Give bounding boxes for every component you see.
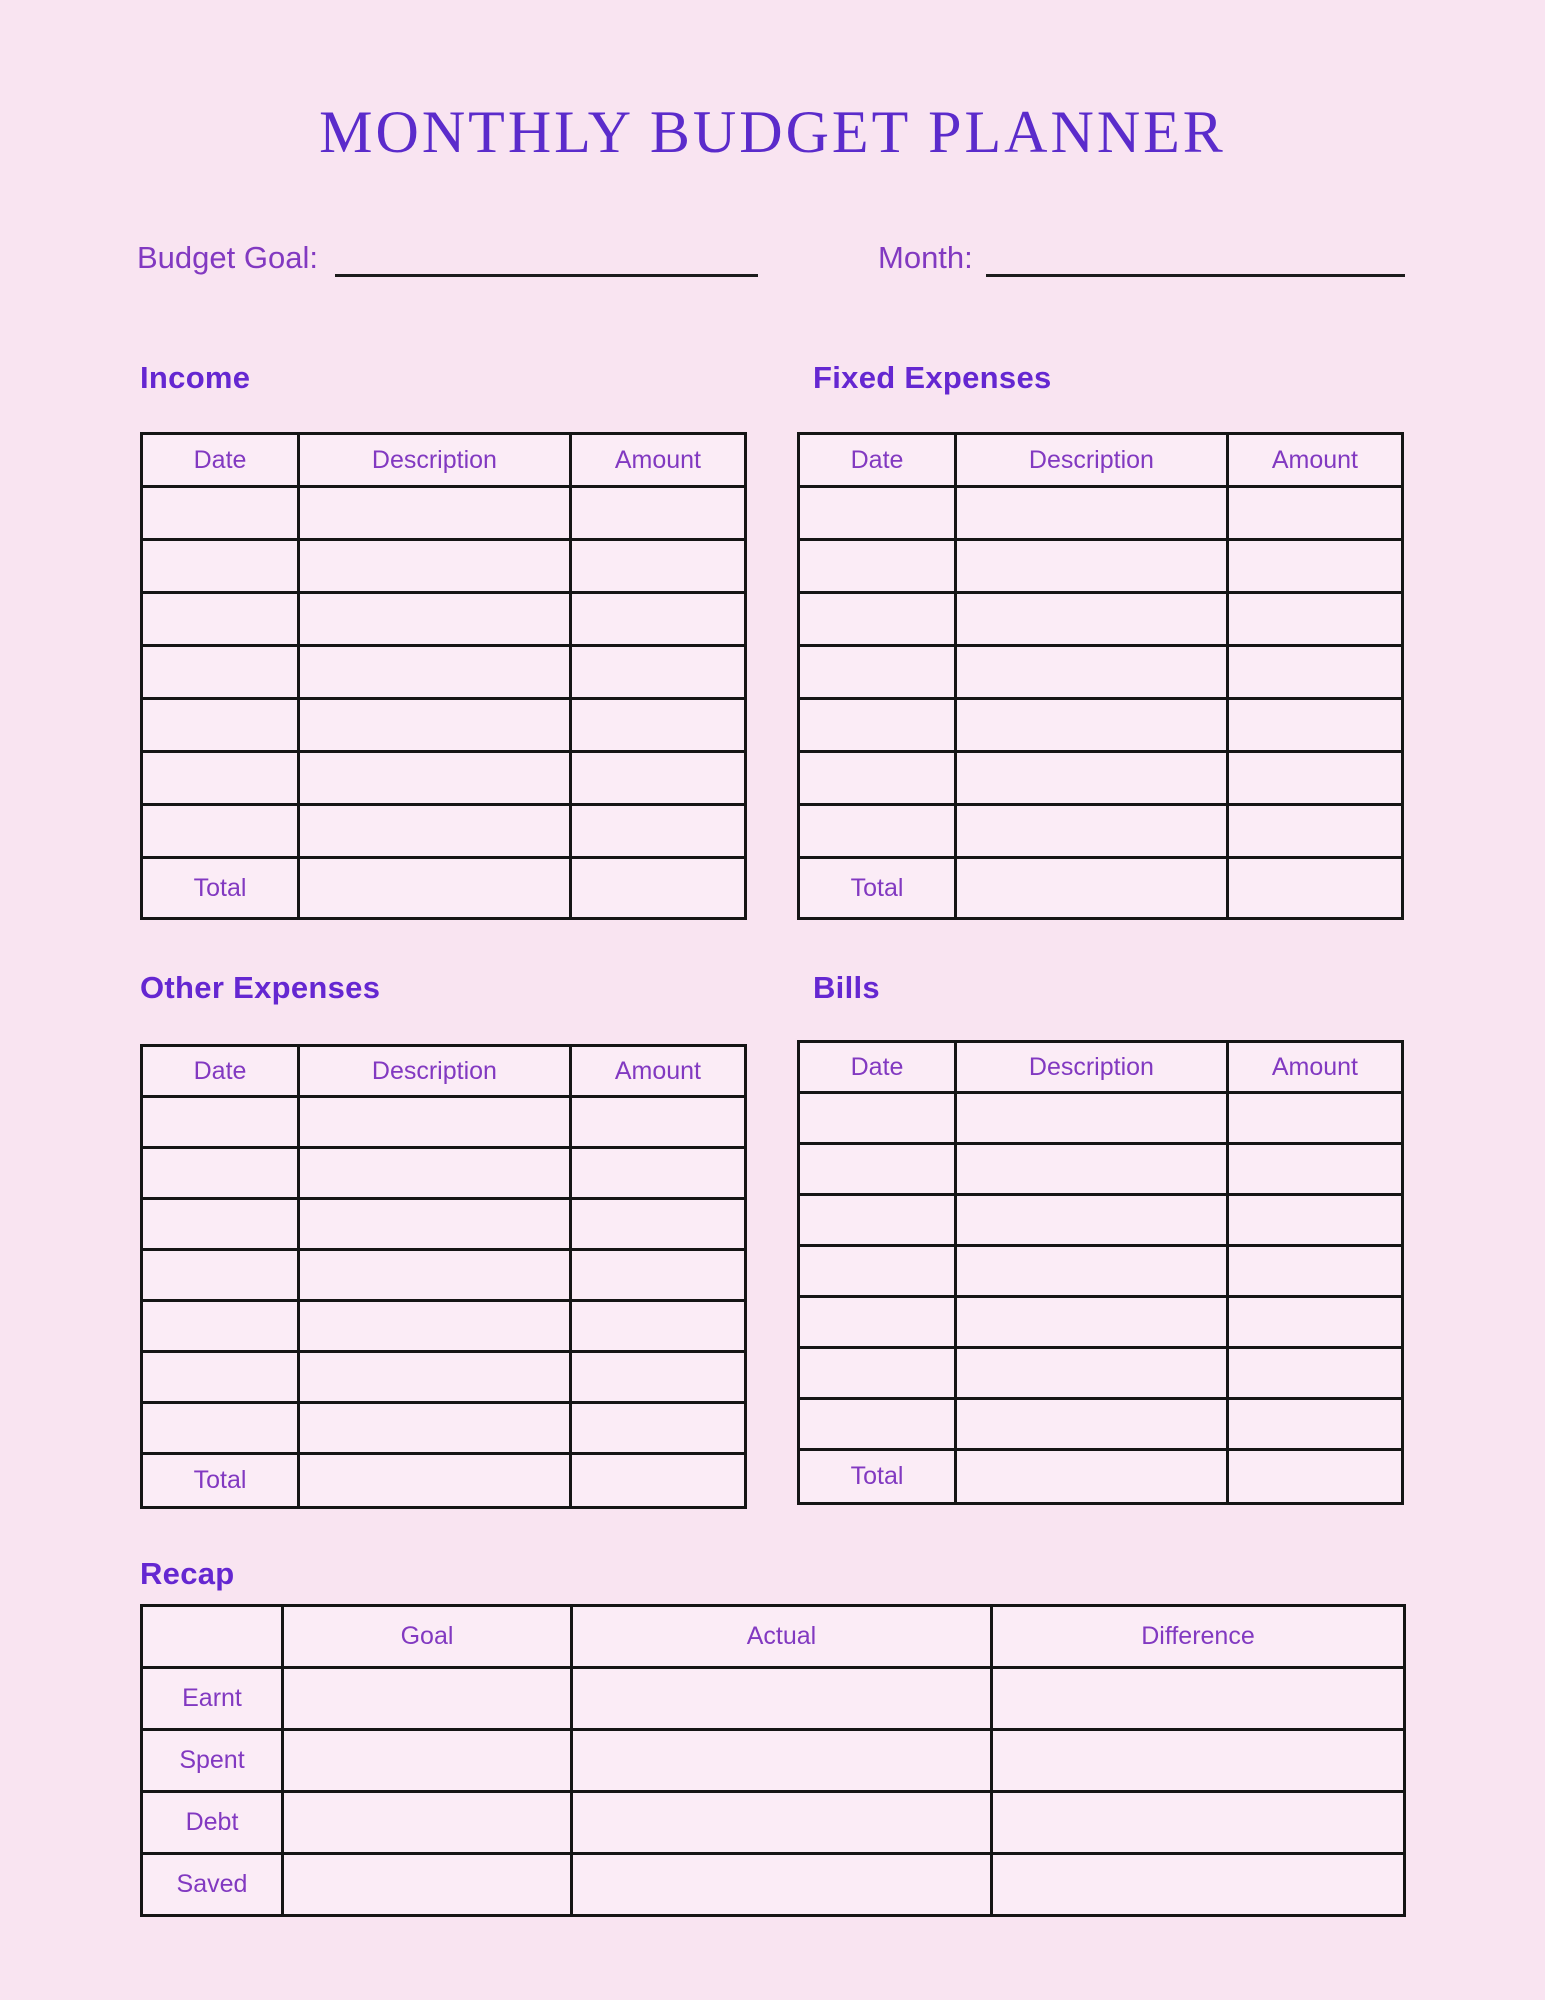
description-cell[interactable]	[956, 1297, 1228, 1348]
description-cell[interactable]	[956, 1093, 1228, 1144]
recap-empty-header	[142, 1606, 283, 1668]
month-label: Month:	[878, 240, 973, 275]
bills-table	[797, 1040, 1404, 1505]
entry-row	[799, 540, 1403, 593]
date-cell[interactable]	[142, 1148, 299, 1199]
date-cell[interactable]	[799, 1195, 956, 1246]
amount-cell[interactable]	[1227, 805, 1402, 858]
entry-row	[799, 1246, 1403, 1297]
entry-row	[142, 1250, 746, 1301]
description-cell[interactable]	[299, 540, 571, 593]
description-cell[interactable]	[299, 752, 571, 805]
date-column-header: Date	[142, 434, 299, 487]
amount-cell[interactable]	[570, 540, 745, 593]
header-row	[142, 1046, 746, 1097]
actual-cell[interactable]	[572, 1854, 992, 1916]
description-cell[interactable]	[956, 487, 1228, 540]
amount-column-header: Amount	[1227, 1042, 1402, 1093]
budget-goal-input[interactable]	[335, 243, 758, 277]
total-amount-cell[interactable]	[570, 1454, 745, 1508]
amount-cell[interactable]	[1227, 699, 1402, 752]
description-cell[interactable]	[956, 805, 1228, 858]
amount-cell[interactable]	[570, 1097, 745, 1148]
recap-row-spent	[142, 1730, 1405, 1792]
recap-row-label: Debt	[142, 1792, 283, 1854]
recap-row-earnt	[142, 1668, 1405, 1730]
date-cell[interactable]	[142, 646, 299, 699]
amount-cell[interactable]	[1227, 1246, 1402, 1297]
total-row	[799, 1450, 1403, 1504]
month-input[interactable]	[986, 243, 1405, 277]
amount-cell[interactable]	[1227, 540, 1402, 593]
entry-row	[142, 487, 746, 540]
amount-cell[interactable]	[1227, 1195, 1402, 1246]
amount-cell[interactable]	[1227, 1399, 1402, 1450]
description-cell[interactable]	[956, 540, 1228, 593]
recap-row-label: Spent	[142, 1730, 283, 1792]
amount-cell[interactable]	[570, 699, 745, 752]
date-cell[interactable]	[799, 646, 956, 699]
amount-column-header: Amount	[570, 1046, 745, 1097]
goal-cell[interactable]	[283, 1854, 572, 1916]
fixed-expenses-section-title: Fixed Expenses	[813, 360, 1052, 395]
header-row	[799, 434, 1403, 487]
entry-row	[142, 699, 746, 752]
date-cell[interactable]	[799, 1246, 956, 1297]
description-cell[interactable]	[299, 1148, 571, 1199]
recap-row-saved	[142, 1854, 1405, 1916]
description-cell[interactable]	[299, 805, 571, 858]
description-column-header: Description	[299, 1046, 571, 1097]
description-cell[interactable]	[956, 1144, 1228, 1195]
date-column-header: Date	[142, 1046, 299, 1097]
recap-table	[140, 1604, 1406, 1917]
page-title: MONTHLY BUDGET PLANNER	[319, 99, 1226, 165]
difference-cell[interactable]	[992, 1792, 1405, 1854]
income-section-title: Income	[140, 360, 251, 395]
entry-row	[799, 752, 1403, 805]
amount-cell[interactable]	[1227, 1297, 1402, 1348]
actual-cell[interactable]	[572, 1668, 992, 1730]
amount-column-header: Amount	[1227, 434, 1402, 487]
date-column-header: Date	[799, 1042, 956, 1093]
recap-row-debt	[142, 1792, 1405, 1854]
date-cell[interactable]	[799, 593, 956, 646]
other-expenses-section-title: Other Expenses	[140, 970, 381, 1005]
total-label: Total	[799, 858, 956, 919]
recap-section-title: Recap	[140, 1556, 235, 1591]
total-description-cell[interactable]	[299, 858, 571, 919]
entry-row	[799, 699, 1403, 752]
actual-cell[interactable]	[572, 1730, 992, 1792]
total-label: Total	[142, 858, 299, 919]
goal-cell[interactable]	[283, 1730, 572, 1792]
total-row	[142, 1454, 746, 1508]
total-description-cell[interactable]	[956, 1450, 1228, 1504]
recap-row-label: Saved	[142, 1854, 283, 1916]
date-cell[interactable]	[799, 1144, 956, 1195]
description-cell[interactable]	[299, 1301, 571, 1352]
amount-cell[interactable]	[570, 1148, 745, 1199]
amount-cell[interactable]	[1227, 1093, 1402, 1144]
fixed-expenses-table	[797, 432, 1404, 920]
entry-row	[799, 646, 1403, 699]
bills-section-title: Bills	[813, 970, 880, 1005]
entry-row	[142, 646, 746, 699]
difference-column-header: Difference	[992, 1606, 1405, 1668]
description-cell[interactable]	[956, 593, 1228, 646]
entry-row	[799, 1297, 1403, 1348]
description-column-header: Description	[956, 434, 1228, 487]
description-column-header: Description	[956, 1042, 1228, 1093]
description-cell[interactable]	[299, 1403, 571, 1454]
recap-row-label: Earnt	[142, 1668, 283, 1730]
date-cell[interactable]	[142, 593, 299, 646]
date-cell[interactable]	[799, 1348, 956, 1399]
date-cell[interactable]	[142, 699, 299, 752]
description-cell[interactable]	[299, 1199, 571, 1250]
entry-row	[799, 1399, 1403, 1450]
description-cell[interactable]	[956, 646, 1228, 699]
description-cell[interactable]	[299, 593, 571, 646]
date-cell[interactable]	[142, 752, 299, 805]
entry-row	[142, 1352, 746, 1403]
description-cell[interactable]	[299, 1352, 571, 1403]
date-cell[interactable]	[799, 752, 956, 805]
date-cell[interactable]	[799, 487, 956, 540]
description-cell[interactable]	[956, 1348, 1228, 1399]
amount-cell[interactable]	[1227, 646, 1402, 699]
entry-row	[142, 593, 746, 646]
budget-goal-label: Budget Goal:	[137, 240, 318, 275]
date-cell[interactable]	[142, 1301, 299, 1352]
total-row	[799, 858, 1403, 919]
header-row	[799, 1042, 1403, 1093]
total-label: Total	[142, 1454, 299, 1508]
description-cell[interactable]	[299, 646, 571, 699]
entry-row	[142, 1148, 746, 1199]
amount-cell[interactable]	[1227, 487, 1402, 540]
date-cell[interactable]	[142, 805, 299, 858]
entry-row	[142, 805, 746, 858]
date-cell[interactable]	[799, 1399, 956, 1450]
total-amount-cell[interactable]	[570, 858, 745, 919]
entry-row	[142, 1403, 746, 1454]
date-cell[interactable]	[142, 1097, 299, 1148]
entry-row	[142, 1199, 746, 1250]
amount-cell[interactable]	[570, 1352, 745, 1403]
date-cell[interactable]	[142, 540, 299, 593]
amount-column-header: Amount	[570, 434, 745, 487]
amount-cell[interactable]	[570, 752, 745, 805]
date-cell[interactable]	[142, 1403, 299, 1454]
amount-cell[interactable]	[1227, 1348, 1402, 1399]
amount-cell[interactable]	[570, 1199, 745, 1250]
date-cell[interactable]	[142, 1250, 299, 1301]
entry-row	[799, 487, 1403, 540]
date-cell[interactable]	[142, 1199, 299, 1250]
goal-cell[interactable]	[283, 1792, 572, 1854]
amount-cell[interactable]	[570, 593, 745, 646]
description-column-header: Description	[299, 434, 571, 487]
amount-cell[interactable]	[570, 487, 745, 540]
description-cell[interactable]	[956, 752, 1228, 805]
description-cell[interactable]	[299, 699, 571, 752]
amount-cell[interactable]	[570, 805, 745, 858]
date-cell[interactable]	[142, 487, 299, 540]
date-cell[interactable]	[799, 540, 956, 593]
total-row	[142, 858, 746, 919]
total-description-cell[interactable]	[299, 1454, 571, 1508]
date-column-header: Date	[799, 434, 956, 487]
amount-cell[interactable]	[570, 1250, 745, 1301]
description-cell[interactable]	[956, 1246, 1228, 1297]
amount-cell[interactable]	[570, 1301, 745, 1352]
total-label: Total	[799, 1450, 956, 1504]
amount-cell[interactable]	[1227, 593, 1402, 646]
date-cell[interactable]	[142, 1352, 299, 1403]
income-table	[140, 432, 747, 920]
amount-cell[interactable]	[1227, 1144, 1402, 1195]
other-expenses-table	[140, 1044, 747, 1509]
entry-row	[142, 1301, 746, 1352]
header-row	[142, 434, 746, 487]
entry-row	[799, 1093, 1403, 1144]
entry-row	[142, 752, 746, 805]
amount-cell[interactable]	[570, 1403, 745, 1454]
actual-cell[interactable]	[572, 1792, 992, 1854]
description-cell[interactable]	[956, 1399, 1228, 1450]
difference-cell[interactable]	[992, 1854, 1405, 1916]
difference-cell[interactable]	[992, 1668, 1405, 1730]
goal-cell[interactable]	[283, 1668, 572, 1730]
goal-column-header: Goal	[283, 1606, 572, 1668]
description-cell[interactable]	[299, 487, 571, 540]
entry-row	[799, 593, 1403, 646]
date-cell[interactable]	[799, 805, 956, 858]
date-cell[interactable]	[799, 1093, 956, 1144]
entry-row	[799, 1144, 1403, 1195]
entry-row	[142, 540, 746, 593]
total-description-cell[interactable]	[956, 858, 1228, 919]
entry-row	[799, 1348, 1403, 1399]
entry-row	[799, 805, 1403, 858]
entry-row	[799, 1195, 1403, 1246]
date-cell[interactable]	[799, 1297, 956, 1348]
amount-cell[interactable]	[1227, 752, 1402, 805]
description-cell[interactable]	[299, 1097, 571, 1148]
entry-row	[142, 1097, 746, 1148]
date-cell[interactable]	[799, 699, 956, 752]
difference-cell[interactable]	[992, 1730, 1405, 1792]
description-cell[interactable]	[956, 1195, 1228, 1246]
description-cell[interactable]	[299, 1250, 571, 1301]
total-amount-cell[interactable]	[1227, 1450, 1402, 1504]
amount-cell[interactable]	[570, 646, 745, 699]
actual-column-header: Actual	[572, 1606, 992, 1668]
recap-header-row	[142, 1606, 1405, 1668]
total-amount-cell[interactable]	[1227, 858, 1402, 919]
description-cell[interactable]	[956, 699, 1228, 752]
